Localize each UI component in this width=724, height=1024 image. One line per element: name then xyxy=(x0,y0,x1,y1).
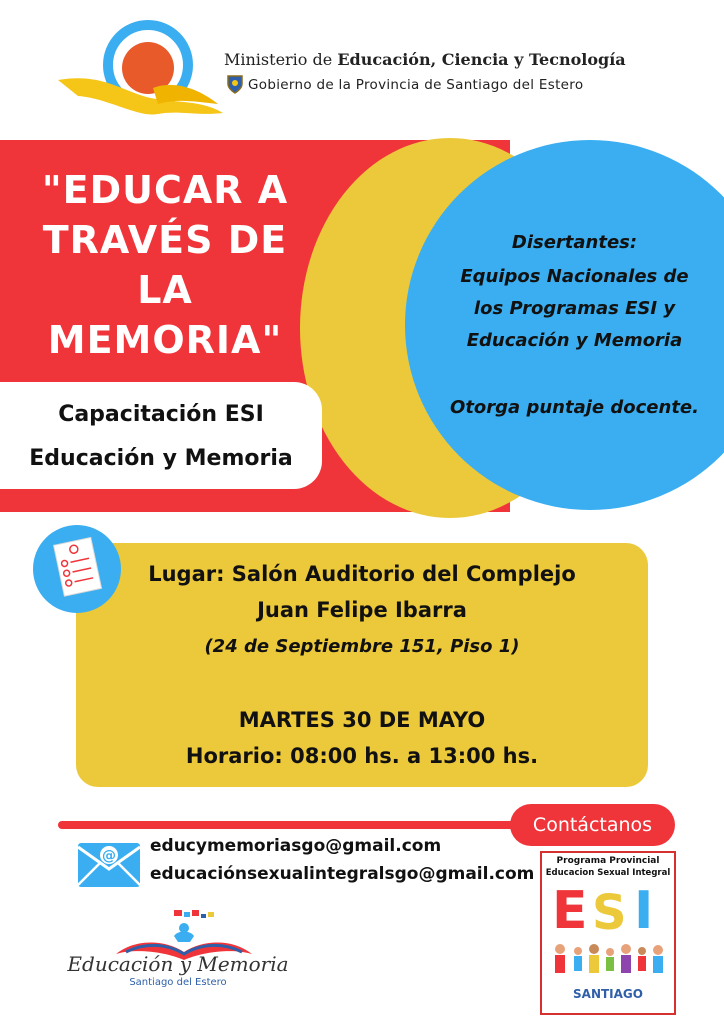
venue-address: (24 de Septiembre 151, Piso 1) xyxy=(204,636,520,657)
subtitle-tab xyxy=(0,382,322,489)
venue-line-2: Juan Felipe Ibarra xyxy=(257,598,467,622)
event-time: Horario: 08:00 hs. a 13:00 hs. xyxy=(185,744,539,768)
email-link-1[interactable]: educymemoriasgo@gmail.com xyxy=(150,836,442,856)
ministry-name: Ministerio de Educación, Ciencia y Tecnología xyxy=(224,50,626,69)
speakers-line-2: los Programas ESI y xyxy=(473,298,676,319)
event-date: MARTES 30 DE MAYO xyxy=(238,708,486,732)
esi-program-card xyxy=(540,851,676,1015)
ministry-logo xyxy=(58,18,228,128)
santiago-brand: SANTIAGO xyxy=(573,987,643,1001)
people-illustration xyxy=(548,941,668,981)
esi-letter-i: I xyxy=(634,881,654,941)
book-people-logo xyxy=(56,908,300,998)
email-link-2[interactable]: educaciónsexualintegralsgo@gmail.com xyxy=(150,864,535,884)
mail-icon xyxy=(76,841,142,889)
svg-text:@: @ xyxy=(102,848,116,864)
esi-card-title-2: Educacion Sexual Integral xyxy=(545,868,671,878)
speakers-heading: Disertantes: xyxy=(511,232,638,253)
logo-script-text: Educación y Memoria xyxy=(67,952,289,976)
speakers-line-1: Equipos Nacionales de xyxy=(460,266,689,287)
speakers-line-3: Educación y Memoria xyxy=(466,330,683,351)
esi-letter-s: S xyxy=(592,885,627,941)
contact-label: Contáctanos xyxy=(510,804,675,846)
event-title: "EDUCAR A TRAVÉS DE LA MEMORIA" xyxy=(41,168,289,362)
shield-icon xyxy=(226,74,244,94)
subtitle-line-1: Capacitación ESI xyxy=(58,402,264,427)
logo-place: Santiago del Estero xyxy=(129,977,227,988)
venue-line-1: Lugar: Salón Auditorio del Complejo xyxy=(148,562,576,586)
esi-card-title-1: Programa Provincial xyxy=(556,856,660,866)
subtitle-line-2: Educación y Memoria xyxy=(29,446,293,471)
esi-letter-e: E xyxy=(552,881,588,941)
credit-note: Otorga puntaje docente. xyxy=(450,397,699,418)
government-name: Gobierno de la Provincia de Santiago del Estero xyxy=(248,77,584,93)
